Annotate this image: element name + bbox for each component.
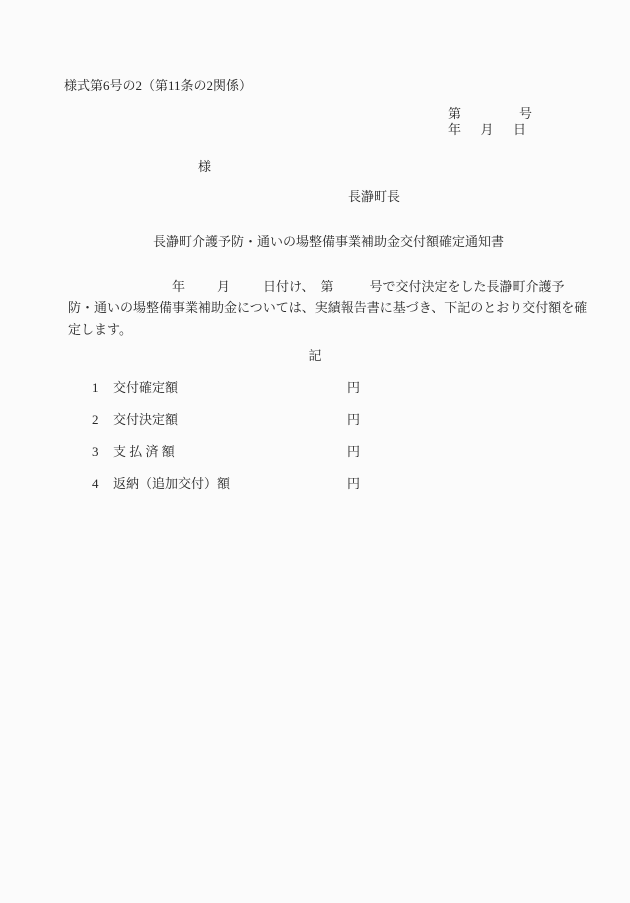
body-line-1 [68, 279, 565, 295]
item-number: 3 [92, 444, 99, 459]
date-day-label: 日 [512, 122, 526, 137]
item-label: 支 払 済 額 [113, 444, 175, 459]
sender-title: 長瀞町長 [348, 189, 401, 204]
body-month-label: 月 [217, 279, 231, 294]
item-unit-yen: 円 [347, 412, 361, 427]
body-number-prefix: 第 [320, 279, 334, 294]
blank-number-field [334, 290, 370, 291]
form-style-number: 様式第6号の2（第11条の2関係） [64, 78, 253, 93]
addressee-honorific: 様 [198, 159, 212, 174]
item-number: 2 [92, 412, 99, 427]
body-line-3: 定します。 [68, 322, 132, 337]
item-number: 1 [92, 380, 99, 395]
list-item-1 [0, 380, 630, 396]
body-line-2: 防・通いの場整備事業補助金については、実績報告書に基づき、下記のとおり交付額を確 [68, 300, 588, 315]
item-label: 返納（追加交付）額 [113, 476, 231, 491]
item-unit-yen: 円 [347, 380, 361, 395]
list-item-2 [0, 412, 630, 428]
issue-number-prefix: 第 [448, 106, 462, 121]
date-month-label: 月 [480, 122, 494, 137]
item-unit-yen: 円 [347, 444, 361, 459]
paragraph-indent [68, 290, 172, 291]
date-year-label: 年 [448, 122, 462, 137]
body-line1-rest: 号で交付決定をした長瀞町介護予 [369, 279, 565, 294]
issue-number-suffix: 号 [518, 106, 532, 121]
document-title: 長瀞町介護予防・通いの場整備事業補助金交付額確定通知書 [153, 234, 505, 249]
record-marker: 記 [308, 348, 322, 363]
blank-year-field [185, 290, 217, 291]
body-day-label: 日付け、 [263, 279, 315, 294]
item-label: 交付確定額 [113, 380, 179, 395]
body-year-label: 年 [172, 279, 186, 294]
list-item-3 [0, 444, 630, 460]
blank-month-field [230, 290, 263, 291]
issue-date-line [448, 122, 526, 138]
item-number: 4 [92, 476, 99, 491]
issue-number-line [448, 106, 532, 122]
item-unit-yen: 円 [347, 476, 361, 491]
list-item-4 [0, 476, 630, 492]
item-label: 交付決定額 [113, 412, 179, 427]
